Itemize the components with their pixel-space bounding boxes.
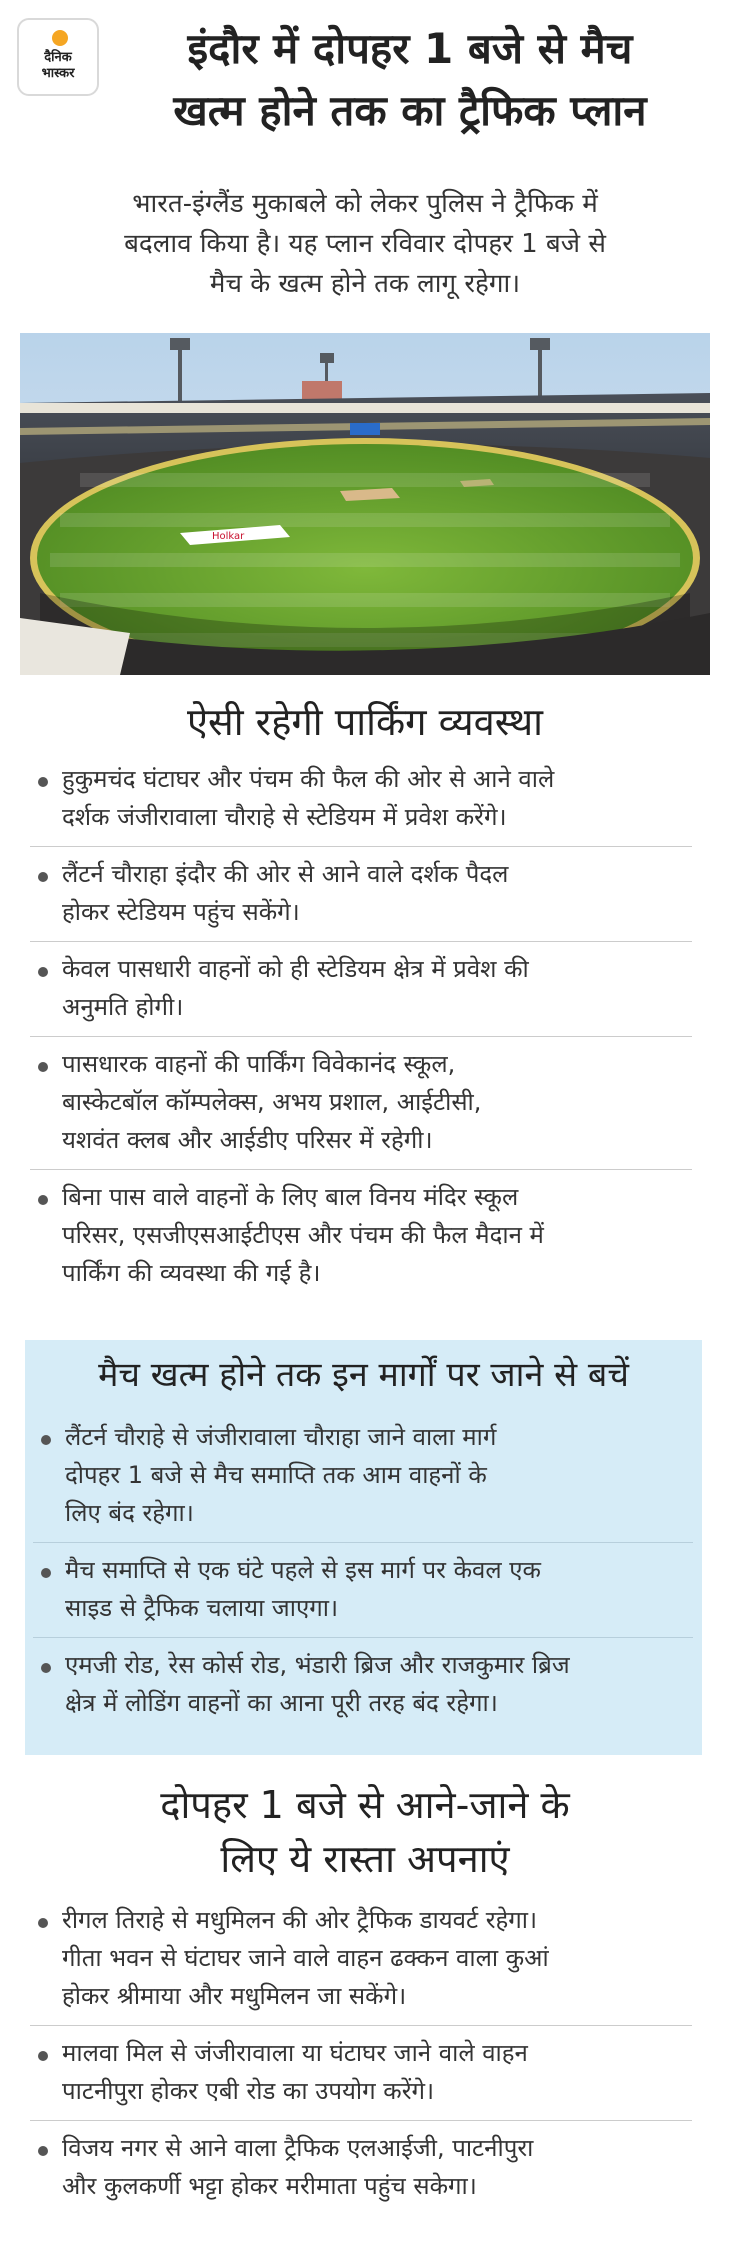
list-item	[33, 1543, 693, 1638]
list-item	[30, 2026, 692, 2121]
header	[0, 0, 730, 160]
list-item-line: दोपहर 1 बजे से मैच समाप्ति तक आम वाहनों के	[65, 1461, 487, 1489]
routes-title-line-2: लिए ये रास्ता अपनाएं	[220, 1837, 510, 1881]
list-item-line: बिना पास वाले वाहनों के लिए बाल विनय मंदिर स्कूल	[62, 1183, 519, 1211]
intro-paragraph	[40, 184, 690, 304]
routes-title-line-1: दोपहर 1 बजे से आने-जाने के	[160, 1783, 570, 1827]
list-item	[30, 2121, 692, 2215]
field-logo-text: Holkar	[212, 531, 245, 542]
page-title-line-1: इंदौर में दोपहर 1 बजे से मैच	[187, 24, 633, 73]
list-item-line: रीगल तिराहे से मधुमिलन की ओर ट्रैफिक डायवर्ट रहेगा।	[62, 1906, 538, 1934]
list-item-line: दर्शक जंजीरावाला चौराहे से स्टेडियम में प्रवेश करेंगे।	[62, 803, 507, 831]
stadium-photo	[20, 333, 710, 675]
list-item	[30, 942, 692, 1037]
list-item-line: पाटनीपुरा होकर एबी रोड का उपयोग करेंगे।	[62, 2077, 435, 2105]
list-item-line: पार्किंग की व्यवस्था की गई है।	[62, 1259, 321, 1287]
parking-list	[30, 752, 692, 1302]
list-item-line: परिसर, एसजीएसआईटीएस और पंचम की फैल मैदान में	[62, 1221, 544, 1249]
list-item-line: अनुमति होगी।	[62, 993, 184, 1021]
bullet-icon	[41, 1663, 51, 1673]
bullet-icon	[38, 2051, 48, 2061]
list-item-line: लैंटर्न चौराहे से जंजीरावाला चौराहा जाने वाला मार्ग	[65, 1423, 497, 1451]
list-item-line: पासधारक वाहनों की पार्किंग विवेकानंद स्कूल,	[62, 1050, 456, 1078]
bullet-icon	[38, 2146, 48, 2156]
bullet-icon	[38, 967, 48, 977]
list-item-line: लिए बंद रहेगा।	[65, 1499, 194, 1527]
intro-line-1: भारत-इंग्लैंड मुकाबले को लेकर पुलिस ने ट्रैफिक में	[132, 189, 598, 219]
intro-line-3: मैच के खत्म होने तक लागू रहेगा।	[209, 269, 521, 299]
list-item	[30, 1170, 692, 1302]
list-item	[30, 1893, 692, 2026]
bullet-icon	[38, 1195, 48, 1205]
list-item-line: लैंटर्न चौराहा इंदौर की ओर से आने वाले दर्शक पैदल	[62, 860, 509, 888]
list-item-line: होकर श्रीमाया और मधुमिलन जा सकेंगे।	[62, 1982, 407, 2010]
bullet-icon	[38, 1918, 48, 1928]
bullet-icon	[38, 872, 48, 882]
list-item	[30, 752, 692, 847]
avoid-section-title: मैच खत्म होने तक इन मार्गों पर जाने से बचें	[98, 1355, 629, 1395]
scoreboard	[350, 423, 380, 435]
list-item-line: गीता भवन से घंटाघर जाने वाले वाहन ढक्कन वाला कुआं	[62, 1944, 549, 1972]
avoid-list	[33, 1410, 693, 1732]
list-item-line: एमजी रोड, रेस कोर्स रोड, भंडारी ब्रिज और राजकुमार ब्रिज	[65, 1651, 570, 1679]
bullet-icon	[38, 777, 48, 787]
list-item-line: क्षेत्र में लोडिंग वाहनों का आना पूरी तरह बंद रहेगा।	[65, 1689, 498, 1717]
page-title	[100, 18, 720, 142]
sun-icon	[52, 30, 68, 46]
list-item-line: केवल पासधारी वाहनों को ही स्टेडियम क्षेत्र में प्रवेश की	[62, 955, 529, 983]
bullet-icon	[41, 1435, 51, 1445]
intro-line-2: बदलाव किया है। यह प्लान रविवार दोपहर 1 बजे से	[124, 229, 606, 259]
bullet-icon	[38, 1062, 48, 1072]
parking-section-title: ऐसी रहेगी पार्किंग व्यवस्था	[187, 700, 543, 744]
list-item-line: होकर स्टेडियम पहुंच सकेंगे।	[62, 898, 300, 926]
list-item-line: बास्केटबॉल कॉम्पलेक्स, अभय प्रशाल, आईटीसी,	[62, 1088, 482, 1116]
list-item-line: विजय नगर से आने वाला ट्रैफिक एलआईजी, पाटनीपुरा	[62, 2134, 534, 2162]
list-item-line: मालवा मिल से जंजीरावाला या घंटाघर जाने वाले वाहन	[62, 2039, 528, 2067]
avoid-routes-box	[25, 1340, 702, 1755]
page-title-line-2: खत्म होने तक का ट्रैफिक प्लान	[173, 86, 647, 135]
logo-text-line-2: भास्कर	[41, 66, 75, 81]
dainik-bhaskar-logo[interactable]	[17, 18, 99, 96]
list-item	[33, 1638, 693, 1732]
list-item	[30, 1037, 692, 1170]
logo-text-line-1: दैनिक	[44, 50, 72, 65]
logo-text	[19, 50, 97, 82]
list-item	[33, 1410, 693, 1543]
list-item-line: मैच समाप्ति से एक घंटे पहले से इस मार्ग पर केवल एक	[65, 1556, 541, 1584]
list-item	[30, 847, 692, 942]
list-item-line: यशवंत क्लब और आईडीए परिसर में रहेगी।	[62, 1126, 433, 1154]
stadium-illustration	[20, 333, 710, 675]
routes-section-title	[0, 1778, 730, 1886]
list-item-line: हुकुमचंद घंटाघर और पंचम की फैल की ओर से आने वाले	[62, 765, 555, 793]
list-item-line: साइड से ट्रैफिक चलाया जाएगा।	[65, 1594, 339, 1622]
list-item-line: और कुलकर्णी भट्टा होकर मरीमाता पहुंच सकेगा।	[62, 2172, 477, 2200]
bullet-icon	[41, 1568, 51, 1578]
routes-list	[30, 1893, 692, 2215]
stand-roof	[20, 403, 710, 413]
